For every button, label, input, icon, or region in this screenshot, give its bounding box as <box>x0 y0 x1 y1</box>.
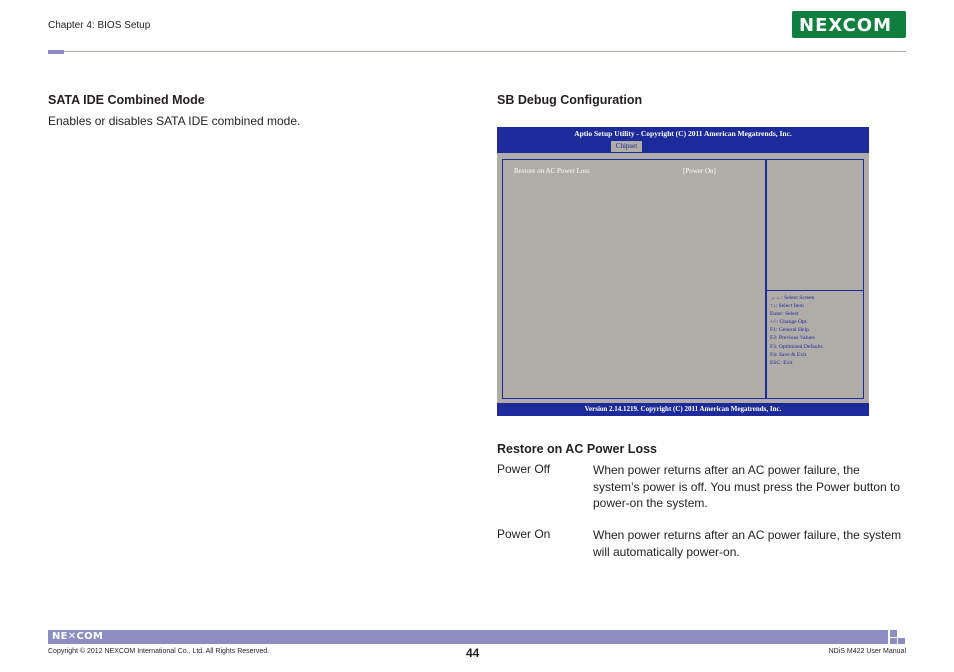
page-number: 44 <box>466 646 480 660</box>
bios-screenshot <box>497 127 869 416</box>
bios-help-line: ESC: Exit <box>770 359 793 366</box>
nexcom-logo <box>792 11 906 38</box>
sata-ide-description: Enables or disables SATA IDE combined mode. <box>48 114 301 128</box>
footer-bar <box>48 630 888 644</box>
copyright-text: Copyright © 2012 NEXCOM International Co., Ltd. All Rights Reserved. <box>48 648 270 655</box>
sata-ide-heading: SATA IDE Combined Mode <box>48 93 205 107</box>
bios-main-panel <box>502 159 766 399</box>
bios-help-description-panel <box>766 159 864 291</box>
bios-tab-bar <box>497 140 869 153</box>
bios-key-help-list <box>770 294 823 367</box>
option-power-off-desc: When power returns after an AC power failure, the system’s power is off. You must press the Power button to power-on the system. <box>593 463 901 510</box>
footer-square-icon <box>890 638 897 644</box>
footer-logo: NE✕COM <box>52 631 104 642</box>
bios-help-line: →←: Select Screen <box>770 295 815 301</box>
restore-heading: Restore on AC Power Loss <box>497 442 657 456</box>
bios-help-line: +/-: Change Opt. <box>770 319 808 326</box>
option-power-on-desc: When power returns after an AC power failure, the system will automatically power-on. <box>593 528 902 559</box>
footer-square-icon <box>898 638 905 644</box>
header-rule <box>64 51 906 52</box>
option-power-on-name: Power On <box>497 527 551 541</box>
footer-square-icon <box>890 630 897 637</box>
bios-help-line: F3: Optimized Defaults <box>770 343 823 350</box>
header-accent <box>48 50 64 54</box>
bios-help-line: Enter: Select <box>770 311 799 318</box>
chapter-title: Chapter 4: BIOS Setup <box>48 20 151 31</box>
bios-title-bar: Aptio Setup Utility - Copyright (C) 2011 American Megatrends, Inc. <box>497 127 869 140</box>
manual-title: NDiS M422 User Manual <box>828 648 906 655</box>
bios-tab-chipset[interactable]: Chipset <box>611 141 642 152</box>
bios-help-line: F4: Save & Exit <box>770 351 807 358</box>
sb-debug-heading: SB Debug Configuration <box>497 93 643 107</box>
bios-help-line: F1: General Help <box>770 327 809 334</box>
bios-help-line: ↑↓: Select Item <box>770 303 804 310</box>
bios-item-label[interactable]: Restore on AC Power Loss <box>514 167 590 175</box>
bios-footer-bar: Version 2.14.1219. Copyright (C) 2011 American Megatrends, Inc. <box>497 403 869 416</box>
bios-item-value[interactable]: [Power On] <box>683 167 716 175</box>
logo-text: NEXCOM <box>799 15 893 36</box>
option-power-off-name: Power Off <box>497 462 551 476</box>
bios-help-line: F2: Previous Values <box>770 335 815 342</box>
